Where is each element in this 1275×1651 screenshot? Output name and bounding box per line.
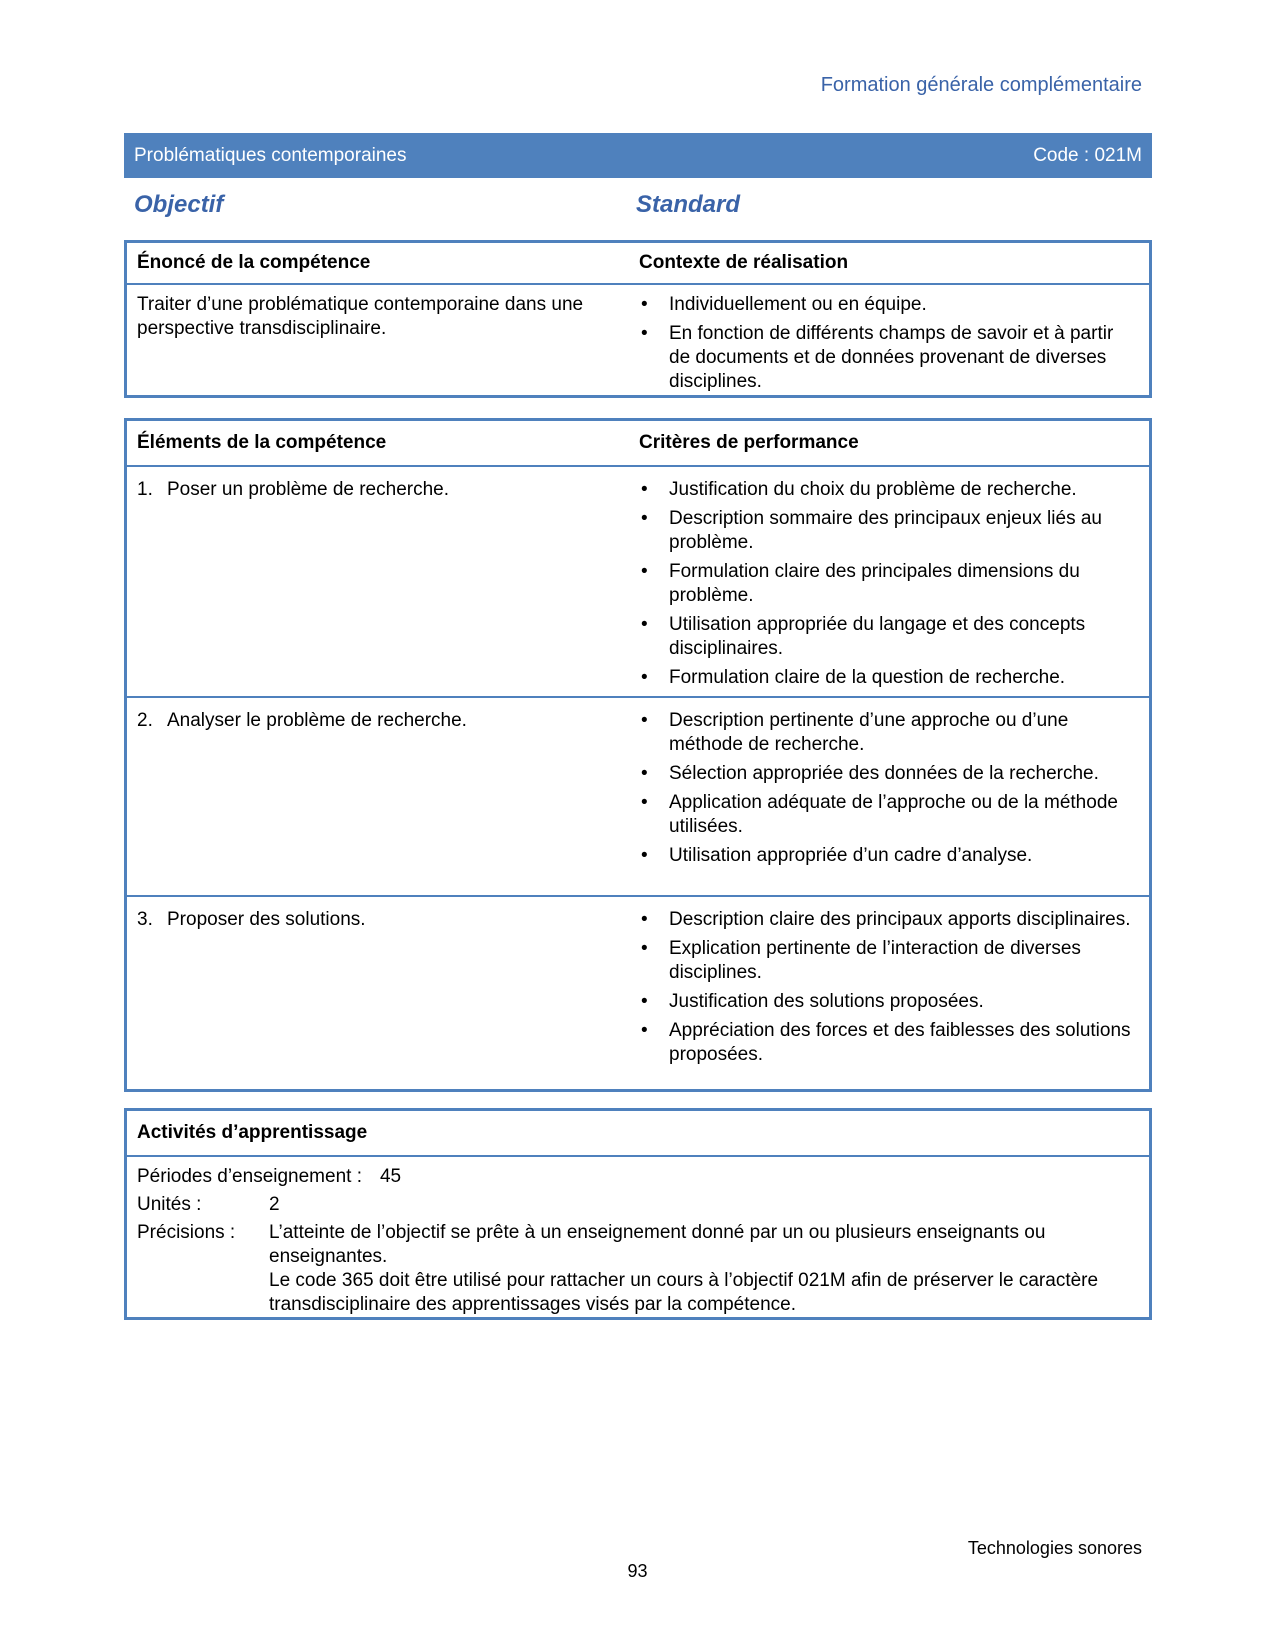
criterion-text: Utilisation appropriée d’un cadre d’analyse. (669, 845, 1033, 866)
criterion-text: Application adéquate de l’approche ou de la méthode utilisées. (669, 792, 1118, 837)
bullet-icon: • (641, 294, 648, 315)
criterion-text: Description sommaire des principaux enjeux liés au problème. (669, 508, 1102, 553)
elements-box-header (127, 421, 1149, 467)
list-item (639, 937, 1131, 985)
unites-label: Unités : (137, 1194, 202, 1215)
element-text: Poser un problème de recherche. (167, 479, 449, 500)
bullet-icon: • (641, 845, 648, 866)
criterion-text: Description pertinente d’une approche ou d’une méthode de recherche. (669, 710, 1069, 755)
precisions-label: Précisions : (137, 1222, 236, 1243)
bullet-icon: • (641, 938, 648, 959)
element-text: Proposer des solutions. (167, 909, 366, 930)
periodes-value: 45 (379, 1166, 402, 1187)
periodes-label: Périodes d’enseignement : (137, 1166, 362, 1187)
enonce-text: Traiter d’une problématique contemporaine dans une perspective transdisciplinaire. (137, 294, 584, 339)
contexte-list (639, 293, 1131, 394)
periodes-line (137, 1165, 1131, 1189)
criterion-text: Description claire des principaux apports disciplinaires. (669, 909, 1131, 930)
competence-box-header (127, 243, 1149, 285)
list-item (639, 560, 1131, 608)
criteria-wrap (639, 709, 1149, 895)
element-row (127, 467, 1149, 696)
unites-value: 2 (269, 1194, 280, 1215)
competence-box (124, 240, 1152, 398)
criteria-wrap (639, 908, 1149, 1089)
bullet-icon: • (641, 1020, 648, 1041)
list-item (639, 666, 1131, 690)
list-item (639, 762, 1131, 786)
criterion-text: Formulation claire de la question de recherche. (669, 667, 1066, 688)
standard-heading: Standard (636, 191, 741, 218)
criterion-text: Appréciation des forces et des faiblesses des solutions proposées. (669, 1020, 1131, 1065)
criterion-text: Utilisation appropriée du langage et des concepts disciplinaires. (669, 614, 1086, 659)
list-item (639, 322, 1131, 394)
contexte-header: Contexte de réalisation (639, 252, 849, 273)
activities-body (127, 1157, 1149, 1317)
contexte-item-text: Individuellement ou en équipe. (669, 294, 927, 315)
element-number: 2. (137, 710, 153, 731)
objectif-heading: Objectif (134, 191, 224, 218)
elements-header: Éléments de la compétence (137, 432, 387, 453)
criteria-wrap (639, 478, 1149, 696)
list-item (639, 1019, 1131, 1067)
elements-box (124, 418, 1152, 1092)
activities-header-row (127, 1111, 1149, 1157)
precisions-text (269, 1221, 1131, 1317)
course-code: Code : 021M (1033, 144, 1142, 166)
bullet-icon: • (641, 508, 648, 529)
criterion-text: Sélection appropriée des données de la recherche. (669, 763, 1099, 784)
list-item (639, 844, 1131, 868)
element-text: Analyser le problème de recherche. (167, 710, 467, 731)
element-label (127, 908, 639, 1089)
criterion-text: Formulation claire des principales dimensions du problème. (669, 561, 1080, 606)
bullet-icon: • (641, 991, 648, 1012)
footer-program: Technologies sonores (967, 1538, 1142, 1558)
activities-header: Activités d’apprentissage (137, 1122, 368, 1143)
element-number: 1. (137, 479, 153, 500)
criterion-text: Explication pertinente de l’interaction de diverses disciplines. (669, 938, 1081, 983)
criteres-header: Critères de performance (639, 432, 859, 453)
enonce-header: Énoncé de la compétence (137, 252, 371, 273)
competence-row (127, 285, 1149, 399)
contexte-list-wrap (639, 293, 1149, 399)
bullet-icon: • (641, 561, 648, 582)
bullet-icon: • (641, 614, 648, 635)
page-header-program: Formation générale complémentaire (820, 74, 1142, 96)
element-label (127, 709, 639, 895)
precisions-line (137, 1221, 1131, 1317)
bullet-icon: • (641, 323, 648, 344)
list-item (639, 990, 1131, 1014)
criteria-list (639, 709, 1131, 868)
list-item (639, 613, 1131, 661)
list-item (639, 908, 1131, 932)
list-item (639, 293, 1131, 317)
activities-box (124, 1108, 1152, 1320)
criteria-list (639, 908, 1131, 1067)
element-row (127, 696, 1149, 895)
bullet-icon: • (641, 792, 648, 813)
course-title: Problématiques contemporaines (134, 144, 407, 166)
element-number: 3. (137, 909, 153, 930)
list-item (639, 791, 1131, 839)
title-bar (124, 133, 1152, 178)
list-item (639, 507, 1131, 555)
page-number: 93 (627, 1561, 648, 1581)
criterion-text: Justification du choix du problème de recherche. (669, 479, 1077, 500)
bullet-icon: • (641, 667, 648, 688)
criteria-list (639, 478, 1131, 690)
bullet-icon: • (641, 909, 648, 930)
element-row (127, 895, 1149, 1089)
criterion-text: Justification des solutions proposées. (669, 991, 984, 1012)
bullet-icon: • (641, 479, 648, 500)
list-item (639, 709, 1131, 757)
list-item (639, 478, 1131, 502)
precisions-paragraph: Le code 365 doit être utilisé pour rattacher un cours à l’objectif 021M afin de préserver le caractère transdisciplinaire des apprentissages visés par la compétence. (269, 1270, 1099, 1315)
element-label (127, 478, 639, 696)
bullet-icon: • (641, 763, 648, 784)
unites-line (137, 1193, 1131, 1217)
precisions-paragraph: L’atteinte de l’objectif se prête à un enseignement donné par un ou plusieurs enseignants ou enseignantes. (269, 1222, 1046, 1267)
bullet-icon: • (641, 710, 648, 731)
contexte-item-text: En fonction de différents champs de savoir et à partir de documents et de données provenant de diverses disciplines. (669, 323, 1114, 392)
